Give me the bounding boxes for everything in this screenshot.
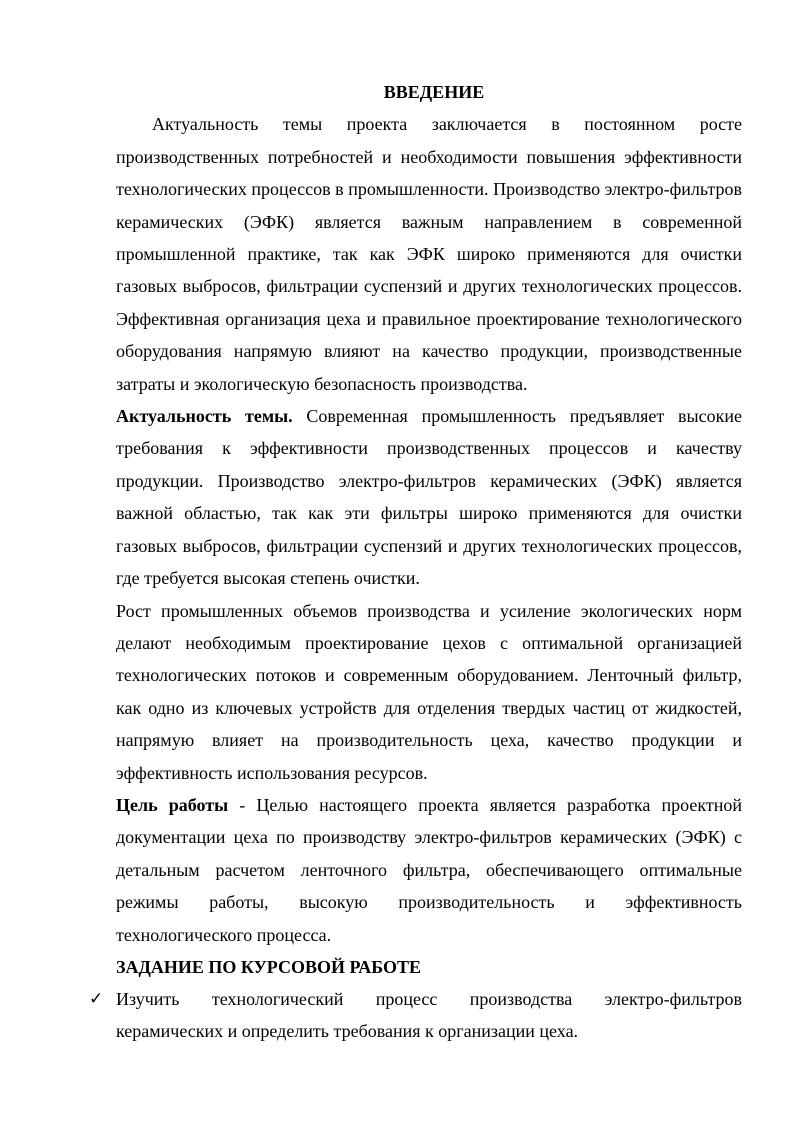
goal-label: Цель работы bbox=[116, 794, 229, 815]
task-list-item bbox=[89, 983, 742, 1048]
section-title: ВВЕДЕНИЕ bbox=[383, 82, 485, 102]
relevance-label: Актуальность темы. bbox=[116, 406, 293, 427]
document-body bbox=[89, 76, 742, 1048]
task-text: Изучить технологический процесс производства электро-фильтров керамических и определить требования к организации цеха. bbox=[116, 988, 742, 1042]
task-heading: ЗАДАНИЕ ПО КУРСОВОЙ РАБОТЕ bbox=[116, 956, 421, 977]
relevance-paragraph bbox=[116, 400, 742, 594]
goal-text: - Целью настоящего проекта является разработка проектной документации цеха по производству электро-фильтров керамических (ЭФК) с детальным расчетом ленточного фильтра, обеспечивающего оптимальные режимы работы, высокую производительность и эффективность технологического процесса. bbox=[116, 794, 742, 945]
goal-paragraph bbox=[116, 789, 742, 951]
intro-paragraph: Актуальность темы проекта заключается в постоянном росте производственных потребностей и необходимости повышения эффективности технологических процессов в промышленности. Производство электро-фильтров керамических (ЭФК) является важным направлением в современной промышленной практике, так как ЭФК широко применяются для очистки газовых выбросов, фильтрации суспензий и других технологических процессов. Эффективная организация цеха и правильное проектирование технологического оборудования напрямую влияют на качество продукции, производственные затраты и экологическую безопасность производства. bbox=[116, 114, 742, 394]
growth-paragraph: Рост промышленных объемов производства и усиление экологических норм делают необходимым проектирование цехов с оптимальной организацией технологических потоков и современным оборудованием. Ленточный фильтр, как одно из ключевых устройств для отделения твердых частиц от жидкостей, напрямую влияет на производительность цеха, качество продукции и эффективность использования ресурсов. bbox=[116, 600, 742, 783]
relevance-text: Современная промышленность предъявляет высокие требования к эффективности производственных процессов и качеству продукции. Производство электро-фильтров керамических (ЭФК) является важной областью, так как эти фильтры широко применяются для очистки газовых выбросов, фильтрации суспензий и других технологических процессов, где требуется высокая степень очистки. bbox=[116, 406, 742, 589]
checkmark-icon: ✓ bbox=[89, 988, 104, 1009]
